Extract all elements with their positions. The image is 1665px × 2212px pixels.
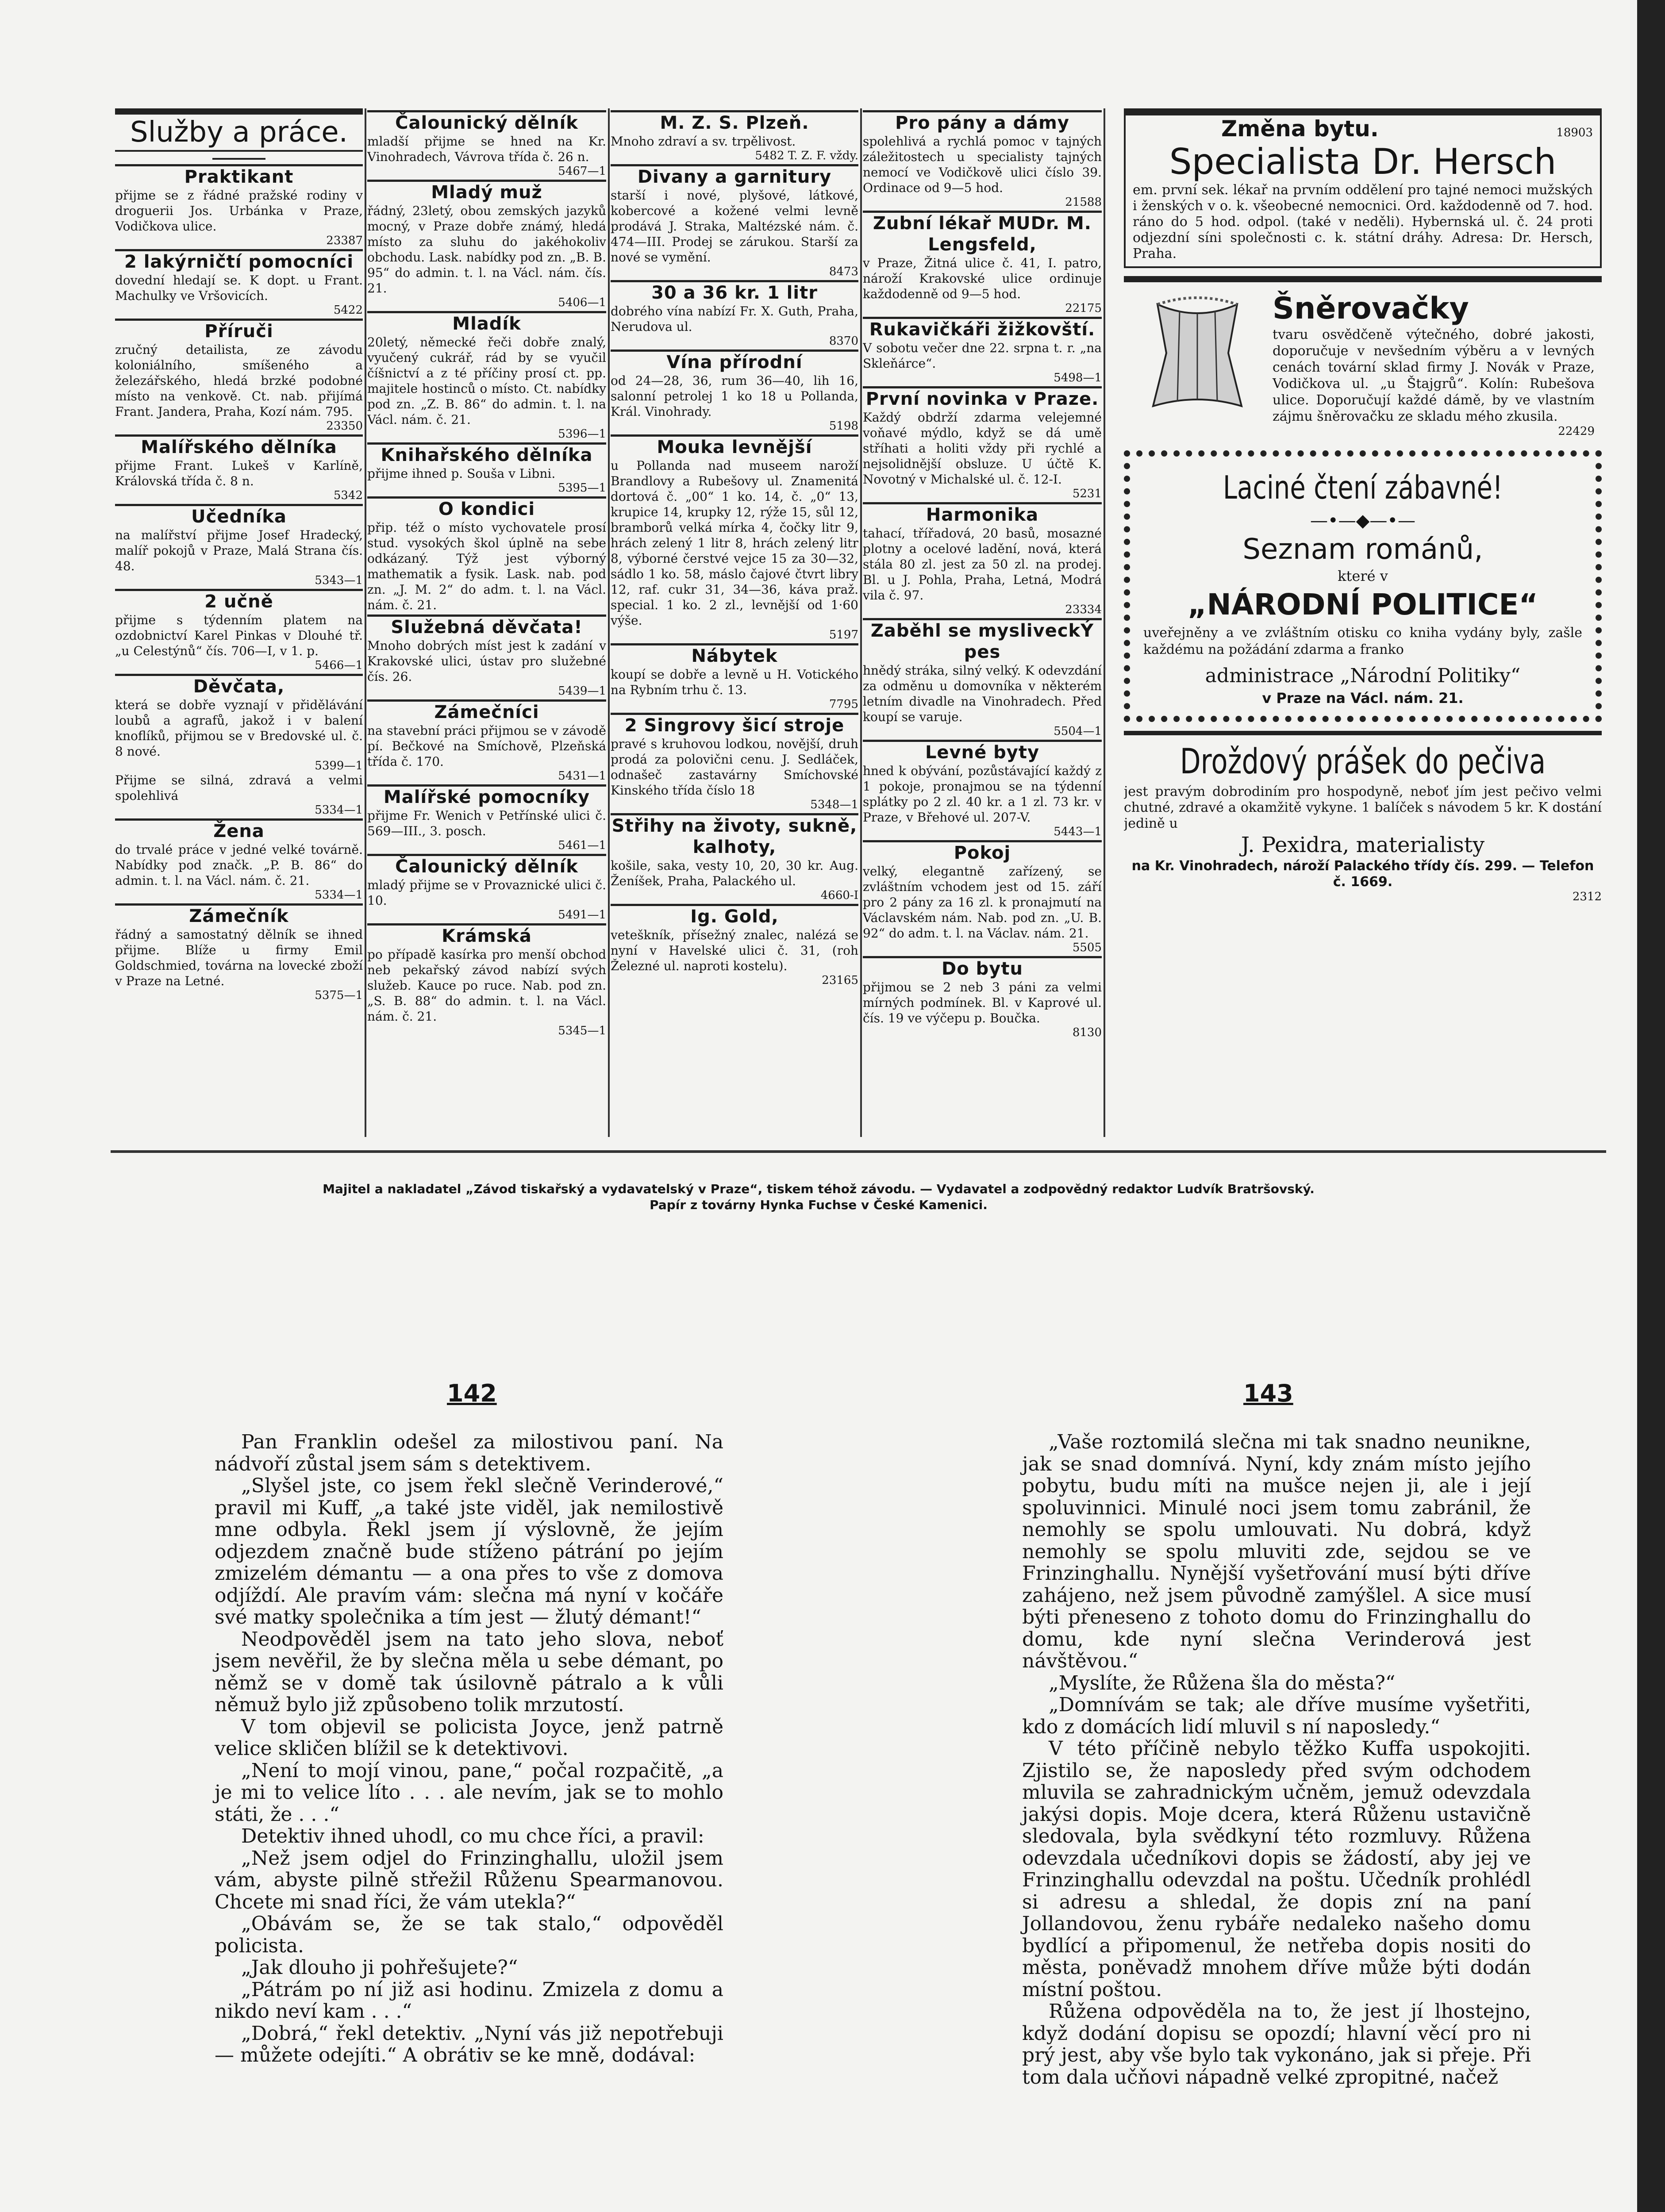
ad-number: 5439—1 <box>558 684 606 698</box>
corset-image <box>1131 291 1264 415</box>
classified-ad <box>367 784 606 852</box>
ad-number: 5505 <box>1072 941 1102 954</box>
title-ornament <box>212 158 265 160</box>
ad-heading: Do bytu <box>863 956 1102 979</box>
ad-text: mladší přijme se hned na Kr. Vinohradech, Vávrova třída č. 26 n. <box>367 134 606 164</box>
ad-heading: Žena <box>115 818 363 842</box>
classified-ad <box>863 740 1102 838</box>
classified-ad <box>367 311 606 441</box>
ad-heading: Zaběhl se mysliveckÝ pes <box>863 618 1102 663</box>
ad-hersch-num: 18903 <box>1556 126 1593 139</box>
ad-number: 8130 <box>1072 1026 1102 1039</box>
classified-ad <box>115 164 363 247</box>
ad-text: přijme Fr. Wenich v Petřínské ulici č. 569—III., 3. posch. <box>367 808 606 838</box>
ad-text: na stavební práci přijmou se v závodě pí. Bečkové na Smíchově, Plzeňská třída č. 170. <box>367 723 606 769</box>
classified-ad <box>367 614 606 698</box>
ad-text: zručný detailista, ze závodu koloniálního, smíšeného a železářského, hledá brzké podobné místo na venkově. Ct. nab. přijímá Frant. Jandera, Praha, Kozí nám. 795. <box>115 342 363 419</box>
ad-number: 5467—1 <box>558 165 606 178</box>
ad-heading: 2 Singrovy šicí stroje <box>611 713 858 736</box>
ad-text: řádný a samostatný dělník se ihned přijme. Blíže u firmy Emil Goldschmied, továrna na lovecké zboží v Praze na Letné. <box>115 927 363 988</box>
ad-snerovacky-text: tvaru osvědčeně výtečného, dobré jakosti, doporučuje v nevšedním výběru a v levných cenách tovární sklad firmy J. Novák v Praze, Vodičkova ul. „u Štajgrů“. Kolín: Rubešova ulice. Doporučují každé dámě, by ve vlastním zájmu šněrovačku ze skladu mého zkusila. <box>1273 327 1595 424</box>
novel-paragraph: „Slyšel jste, co jsem řekl slečně Verinderové,“ pravil mi Kuff, „a také jste viděl, jak nemilostivě mne odbyla. Řekl jsem jí výslovně, že jejím odjezdem značně bude stíženo pátrání po jejím zmizelém démantu — a ona přes to vše z domova odjíždí. Ale pravím vám: slečna má nyní v kočáře své matky společnika a tím jest — žlutý démant!“ <box>215 1475 723 1628</box>
ad-number: 5466—1 <box>315 659 363 672</box>
ad-heading: Služebná děvčata! <box>367 614 606 638</box>
ad-snerovacky <box>1124 276 1602 442</box>
ad-heading: První novinka v Praze. <box>863 386 1102 410</box>
classified-ad <box>611 164 858 278</box>
ad-number: 5461—1 <box>558 839 606 852</box>
classified-ad <box>611 813 858 902</box>
left-page-number: 142 <box>447 1379 497 1407</box>
ad-text: mladý přijme se v Provaznické ulici č. 10. <box>367 878 606 908</box>
ad-text: od 24—28, 36, rum 36—40, lih 16, salonní petrolej 1 ko 18 u Pollanda, Král. Vinohrady. <box>611 373 858 419</box>
ad-heading: Nábytek <box>611 643 858 667</box>
classified-ad <box>115 818 363 902</box>
ad-text: která se dobře vyznají v přidělávání loubů a agrafů, jakož i v balení knoflíků, přijmou se v Bredovské ul. č. 8 nové. <box>115 698 363 759</box>
ad-number: 5443—1 <box>1054 825 1102 838</box>
classified-ad <box>863 502 1102 616</box>
ad-number: 5498—1 <box>1054 371 1102 384</box>
classified-ad <box>863 317 1102 384</box>
ad-text: spolehlivá a rychlá pomoc v tajných záležitostech u specialisty tajných nemocí ve Vodičkově ulici číslo 39. Ordinace od 9—5 hod. <box>863 134 1102 195</box>
ad-number: 23165 <box>822 974 858 987</box>
classified-ad <box>863 386 1102 500</box>
classified-ad <box>115 319 363 433</box>
classified-ad <box>115 434 363 502</box>
ad-heading: Mladík <box>367 311 606 334</box>
ad-heading: O kondici <box>367 496 606 520</box>
ad-heading: Příruči <box>115 319 363 342</box>
classified-ad <box>863 956 1102 1039</box>
ad-number: 22175 <box>1065 302 1102 315</box>
classifieds-column-2 <box>367 108 606 1139</box>
ad-drozd-addr: na Kr. Vinohradech, nároží Palackého třídy čís. 299. — Telefon č. 1669. <box>1131 858 1594 890</box>
ad-text: přijme Frant. Lukeš v Karlíně, Královská třída č. 8 n. <box>115 458 363 488</box>
ad-number: 5399—1 <box>315 759 363 772</box>
ad-heading: Zubní lékař MUDr. M. Lengsfeld, <box>863 211 1102 255</box>
ad-heading: Střihy na životy, sukně, kalhoty, <box>611 813 858 858</box>
ad-text: přijme s týdenním platem na ozdobnictví Karel Pinkas v Dlouhé tř. „u Celestýnů“ čís. 706—I, v 1. p. <box>115 613 363 658</box>
ad-heading: Děvčata, <box>115 674 363 697</box>
classifieds-column-4 <box>863 108 1102 1139</box>
ad-cteni-which: které v <box>1338 568 1388 584</box>
novel-paragraph: „Myslíte, že Růžena šla do města?“ <box>1049 1671 1396 1694</box>
ad-number: 5231 <box>1072 487 1102 500</box>
ad-number: 8370 <box>829 334 858 348</box>
ad-heading: Knihařského dělníka <box>367 442 606 466</box>
classified-ad <box>863 211 1102 315</box>
ad-number: 5334—1 <box>315 803 363 817</box>
ad-number: 21588 <box>1065 196 1102 209</box>
ad-number: 8473 <box>829 265 858 278</box>
right-page-number: 143 <box>1243 1379 1293 1407</box>
ad-number: 5345—1 <box>558 1024 606 1037</box>
ad-heading: Pokoj <box>863 840 1102 864</box>
ad-cteni <box>1124 450 1602 722</box>
classified-ad <box>367 854 606 922</box>
novel-paragraph: Růžena odpověděla na to, že jest jí lhostejno, když dodání dopisu se opozdí; hlavní věcí pro ni prý jest, aby vše bylo tak vykonáno, jak si přeje. Při tom dala učňovi nápadně velké zpropitné, načež <box>1022 2000 1531 2089</box>
ad-snerovacky-num: 22429 <box>1558 425 1595 438</box>
ad-text: po případě kasírka pro menší obchod neb pekařský závod nabízí svých služeb. Kauce po ruce. Nab. pod zn. „S. B. 88“ do admin. t. l. na Václ. nám. č. 21. <box>367 947 606 1024</box>
ad-number: 5395—1 <box>558 481 606 495</box>
classified-ad <box>115 504 363 587</box>
ad-heading: M. Z. S. Plzeň. <box>611 110 858 134</box>
ad-text: Mnoho zdraví a sv. trpělivost. <box>611 134 796 149</box>
ad-number: 5375—1 <box>315 989 363 1002</box>
classified-ad <box>863 840 1102 954</box>
ad-text: 20letý, německé řeči dobře znalý, vyučený cukrář, rád by se vyučil číšnictví a z té příčiny prosí ct. pp. majitele hostinců o místo. Ct. nabídky pod zn. „Z. B. 86“ do admin. t. l. na Václ. nám. č. 21. <box>367 335 606 427</box>
ad-text: u Pollanda nad museem naroží Brandlovy a Rubešovy ul. Znamenitá dortová č. „00“ 1 ko. 14, č. „0“ 13, krupice 14, krupky 12, rýže 15, sůl 12, bramborů velká mírka 4, čočky litr 9, hrách zelený 1 litr 8, hrách zelený litr 8, výborné čerstvé vejce 15 za 30—32, sádlo 1 ko. 58, máslo čajové čtvrt libry 12, raf. cukr 31, 34—36, káva praž. special. 1 ko. 2 zl., levnější od 1·60 výše. <box>611 458 858 628</box>
ad-number: 5343—1 <box>315 574 363 587</box>
classified-ad <box>367 699 606 783</box>
ad-heading: Divany a garnitury <box>611 164 858 188</box>
classified-ad <box>611 904 858 987</box>
ornament-icon: —•—◆—•— <box>1310 511 1415 531</box>
classified-ad <box>611 110 858 162</box>
classified-ad <box>367 923 606 1037</box>
ad-hersch <box>1124 108 1602 268</box>
novel-paragraph: „Dobrá,“ řekl detektiv. „Nyní vás již nepotřebuji — můžete odejíti.“ A obrátiv se ke mně, dodával: <box>215 2022 723 2066</box>
ad-cteni-title: Laciné čtení zábavné! <box>1223 469 1503 506</box>
ad-cteni-paper: „NÁRODNÍ POLITICE“ <box>1188 588 1538 622</box>
ad-text: tahací, třířadová, 20 basů, mosazné plotny a ocelové ladění, nová, která stála 80 zl. jest za 50 zl. na prodej. Bl. u J. Pohla, Praha, Letná, Modrá vila č. 97. <box>863 526 1102 603</box>
ad-heading: Zámečníci <box>367 699 606 723</box>
imprint <box>111 1181 1527 1213</box>
ad-heading: 2 lakýrničtí pomocníci <box>115 249 363 273</box>
imprint-line-2: Papír z továrny Hynka Fuchse v České Kamenici. <box>650 1198 988 1212</box>
ad-heading: Malířské pomocníky <box>367 784 606 808</box>
ad-text: v Praze, Žitná ulice č. 41, I. patro, nároží Krakovské ulice ordinuje každodenně od 9—5 hod. <box>863 256 1102 301</box>
ad-heading: Rukavičkáři žižkovští. <box>863 317 1102 340</box>
ad-number: 5482 T. Z. F. vždy. <box>755 149 858 162</box>
ad-text: hnědý stráka, silný velký. K odevzdání za odměnu u domovníka v některém letním divadle na Vinohradech. Před koupí se varuje. <box>863 663 1102 724</box>
ad-cteni-addr: v Praze na Václ. nám. 21. <box>1262 690 1464 707</box>
ad-drozd-text: jest pravým dobrodiním pro hospodyně, neboť jím jest pečivo velmi chutné, zdravé a okamžitě vykyne. 1 balíček s návodem 5 kr. K dostání jedině u <box>1124 784 1602 831</box>
novel-paragraph: „Pátrám po ní již asi hodinu. Zmizela z domu a nikdo neví kam . . .“ <box>215 1978 723 2023</box>
ad-text: na malířství přijme Josef Hradecký, malíř pokojů v Praze, Malá Strana čís. 48. <box>115 528 363 573</box>
ad-number: 23387 <box>326 234 363 247</box>
ad-heading: Učedníka <box>115 504 363 527</box>
scan-edge <box>1637 0 1665 2212</box>
ad-number: 23350 <box>326 419 363 433</box>
ad-snerovacky-title: Šněrovačky <box>1273 291 1469 326</box>
classified-ad <box>115 589 363 672</box>
ad-text: Mnoho dobrých míst jest k zadání v Krakovské ulici, ústav pro služebné čís. 26. <box>367 638 606 684</box>
ad-text: přijme se z řádné pražské rodiny v droguerii Jos. Urbánka v Praze, Vodičkova ulice. <box>115 188 363 234</box>
ad-heading: Ig. Gold, <box>611 904 858 927</box>
ad-text: starší i nové, plyšové, látkové, kobercové a kožené velmi levně prodává J. Straka, Maltézské nám. č. 474—III. Prodej se zárukou. Starší za nové se vymění. <box>611 188 858 265</box>
ad-number: 4660-I <box>820 889 858 902</box>
classified-ad <box>863 618 1102 738</box>
section-title: Služby a práce. <box>115 108 363 152</box>
classified-ad <box>367 180 606 309</box>
novel-paragraph: „Než jsem odjel do Frinzinghallu, uložil jsem vám, abyste pilně střežil Růženu Spearmanovou. Chcete mi snad říci, že vám utekla?“ <box>215 1847 723 1913</box>
novel-paragraph: Detektiv ihned uhodl, co mu chce říci, a pravil: <box>241 1825 704 1847</box>
ad-heading: Zámečník <box>115 903 363 927</box>
ad-number: 5334—1 <box>315 888 363 902</box>
novel-paragraph: V tom objevil se policista Joyce, jenž patrně velice skličen blížil se k detektivovi. <box>215 1715 723 1760</box>
ad-text: pravé s kruhovou lodkou, novější, druh prodá za polovični cenu. J. Sedláček, odnašeč zastavárny Smíchovské Kinského třída číslo 18 <box>611 737 858 798</box>
novel-paragraph: „Vaše roztomilá slečna mi tak snadno neunikne, jak se snad domnívá. Nyní, kdy znám místo jejího pobytu, budu míti na mušce nejen ji, ale i její spoluvinnici. Minulé noci jsem tomu zabránil, že nemohly se spolu umlouvati. Nu dobrá, když nemohly se spolu mluviti zde, sejdou se ve Frinzinghallu. Nynější vyšetřování musí býti dříve zahájeno, než jsem původně zamýšlel. A sice musí býti přeneseno z tohoto domu do Frinzinghallu do domu, kde nyní slečna Verinderová jest návštěvou.“ <box>1022 1431 1531 1672</box>
imprint-line-1: Majitel a nakladatel „Závod tiskařský a vydavatelský v Praze“, tiskem téhož závodu. — Vydavatel a zodpovědný redaktor Ludvík Bratršovský. <box>323 1182 1315 1196</box>
ad-drozd-num: 2312 <box>1572 890 1602 903</box>
ad-cteni-sub: Seznam románů, <box>1242 533 1483 566</box>
ad-heading: Mouka levnější <box>611 434 858 458</box>
ad-heading: Malířského dělníka <box>115 434 363 458</box>
ad-number: 5197 <box>829 628 858 641</box>
ad-hersch-label: Změna bytu. <box>1221 116 1379 142</box>
classified-ad <box>611 349 858 433</box>
classified-ad <box>863 110 1102 209</box>
ad-text: přijmou se 2 neb 3 páni za velmi mírných podmínek. Bl. v Kaprové ul. čís. 19 ve výčepu p. Boučka. <box>863 980 1102 1025</box>
ad-number: 5348—1 <box>810 798 858 811</box>
ad-number: 5422 <box>333 303 363 317</box>
ad-hersch-title: Specialista Dr. Hersch <box>1169 141 1557 182</box>
column-rule <box>608 108 610 1137</box>
ad-text: koupí se dobře a levně u H. Votického na Rybním trhu č. 13. <box>611 667 858 697</box>
ad-heading: 2 učně <box>115 589 363 612</box>
ad-number: 5491—1 <box>558 908 606 922</box>
ad-text: dovední hledají se. K dopt. u Frant. Machulky ve Vršovicích. <box>115 273 363 303</box>
ad-text: hned k obývání, pozůstávající každý z 1 pokoje, pronajmou se na týdenní splátky po 2 zl. 40 kr. a 1 zl. 73 kr. v Praze, v Břehové ul. 207-V. <box>863 764 1102 825</box>
ad-heading: Pro pány a dámy <box>863 110 1102 134</box>
novel-paragraph: „Domnívám se tak; ale dříve musíme vyšetřiti, kdo z domácích lidí mluvil s ní naposledy.“ <box>1022 1694 1531 1738</box>
ad-heading: 30 a 36 kr. 1 litr <box>611 280 858 303</box>
novel-paragraph: Pan Franklin odešel za milostivou paní. Na nádvoří zůstal jsem sám s detektivem. <box>215 1431 723 1475</box>
ad-heading: Krámská <box>367 923 606 947</box>
novel-paragraph: Neodpověděl jsem na tato jeho slova, neboť jsem nevěřil, že by slečna měla u sebe démant, po němž se v domě tak úsilovně pátralo a k vůli němuž bylo již způsobeno tolik mrzutostí. <box>215 1628 723 1716</box>
ad-text: do trvalé práce v jedné velké továrně. Nabídky pod značk. „P. B. 86“ do admin. t. l. na Václ. nám. č. 21. <box>115 842 363 888</box>
classified-ad <box>115 674 363 772</box>
ad-text: Přijme se silná, zdravá a velmi spolehlivá <box>115 773 363 803</box>
ad-number: 5504—1 <box>1054 725 1102 738</box>
ad-heading: Mladý muž <box>367 180 606 203</box>
ad-text: V sobotu večer dne 22. srpna t. r. „na Skleňárce“. <box>863 341 1102 371</box>
classifieds-column-1 <box>115 108 363 1139</box>
ad-heading: Vína přírodní <box>611 349 858 373</box>
novel-paragraph: V této příčině nebylo těžko Kuffa uspokojiti. Zjistilo se, že naposledy před svým odchodem mluvila se zahradnickým učněm, jemuž odevzdala jakýsi dopis. Moje dcera, která Růženu ustavičně sledovala, byla svědkyní této rozmluvy. Růžena odevzdala učedníkovi dopis se žádostí, aby jej ve Frinzinghallu odevzdal na poštu. Učedník prohlédl si adresu a shledal, že dopis zní na paní Jollandovou, ženu rybáře nedaleko našeho domu bydlící a připomenul, že netřeba dopis nositi do města, poněvadž mnohem dříve může býti dodán místní poštou. <box>1022 1737 1531 2001</box>
classified-ad <box>611 280 858 348</box>
ad-cteni-text: uveřejněny a ve zvláštním otisku co kniha vydány byly, zašle každému na požádání zdarma a franko <box>1143 625 1582 657</box>
novel-paragraph: „Obávám se, že se tak stalo,“ odpověděl policista. <box>215 1912 723 1957</box>
ad-text: řádný, 23letý, obou zemských jazyků mocný, v Praze dobře známý, hledá místo za sluhu do jakéhokoliv obchodu. Lask. nabídky pod zn. „B. B. 95“ do admin. t. l. na Václ. nám. čís. 21. <box>367 204 606 296</box>
classified-ad <box>115 249 363 317</box>
ad-number: 5406—1 <box>558 296 606 309</box>
classified-ad <box>115 772 363 817</box>
ad-number: 23334 <box>1065 603 1102 616</box>
classified-ad <box>367 110 606 178</box>
ad-number: 7795 <box>829 698 858 711</box>
ad-cteni-admin: administrace „Národní Politiky“ <box>1205 664 1521 687</box>
ad-drozd-title: Droždový prášek do pečiva <box>1180 742 1546 782</box>
classifieds-column-3 <box>611 108 858 1139</box>
ad-number: 5396—1 <box>558 427 606 441</box>
ad-text: přijme ihned p. Souša v Libni. <box>367 466 556 481</box>
novel-left-column <box>215 1431 723 2066</box>
novel-right-column <box>1022 1431 1531 2088</box>
classified-ad <box>367 442 606 495</box>
ad-hersch-text: em. první sek. lékař na prvním oddělení pro tajné nemoci mužských i ženských v o. k. všeobecné nemocnici. Ord. každodenně od 7. hod. ráno do 5 hod. odpol. (také v neděli). Hybernská ul. č. 24 proti odjezdní síni společnosti c. k. státní dráhy. Adresa: Dr. Hersch, Praha. <box>1133 182 1593 261</box>
classified-ad <box>611 643 858 711</box>
classified-ad <box>367 496 606 613</box>
ad-drozd <box>1124 731 1602 903</box>
novel-paragraph: „Jak dlouho ji pohřešujete?“ <box>241 1956 518 1979</box>
ad-text: dobrého vína nabízí Fr. X. Guth, Praha, Nerudova ul. <box>611 304 858 334</box>
ad-text: přip. též o místo vychovatele prosí stud. vysokých škol úplně na sebe odkázaný. Týž jest výborný mathematik a fysik. Lask. nab. pod zn. „J. M. 2“ do adm. t. l. na Václ. nám. č. 21. <box>367 520 606 612</box>
ad-text: košile, saka, vesty 10, 20, 30 kr. Aug. Ženíšek, Praha, Palackého ul. <box>611 858 858 888</box>
ad-text: velký, elegantně zařízený, se zvláštním vchodem jest od 15. září pro 2 pány za 16 zl. k pronajmutí na Václavském nám. Nab. pod zn. „U. B. 92“ do adm. t. l. na Václav. nám. 21. <box>863 864 1102 941</box>
classified-ad <box>611 434 858 641</box>
ad-heading: Praktikant <box>115 164 363 188</box>
ad-text: veteškník, přísežný znalec, nalézá se nyní v Havelské ulici č. 31, (roh Železné ul. naproti kostelu). <box>611 928 858 973</box>
ad-number: 5342 <box>333 489 363 502</box>
ad-text: Každý obdrží zdarma velejemné voňavé mýdlo, když se dá umě stříhati a holiti vždy při rychlé a nejsolidnější obsluze. U účtě K. Novotný v Michalské ul. č. 12-I. <box>863 410 1102 487</box>
ad-heading: Harmonika <box>863 502 1102 526</box>
footer-rule <box>111 1150 1606 1153</box>
ad-drozd-name: J. Pexidra, materialisty <box>1241 833 1485 857</box>
ad-heading: Levné byty <box>863 740 1102 763</box>
novel-paragraph: „Není to mojí vinou, pane,“ počal rozpačitě, „a je mi to velice líto . . . ale nevím, jak se to mohlo státi, že . . .“ <box>215 1759 723 1826</box>
column-rule <box>860 108 862 1137</box>
display-ads-column <box>1124 108 1602 1139</box>
column-rule <box>1104 108 1105 1137</box>
ad-heading: Čalounický dělník <box>367 854 606 877</box>
ad-number: 5431—1 <box>558 769 606 783</box>
classified-ad <box>611 713 858 811</box>
ad-number: 5198 <box>829 419 858 433</box>
ad-heading: Čalounický dělník <box>367 110 606 134</box>
column-rule <box>365 108 366 1137</box>
classified-ad <box>115 903 363 1002</box>
